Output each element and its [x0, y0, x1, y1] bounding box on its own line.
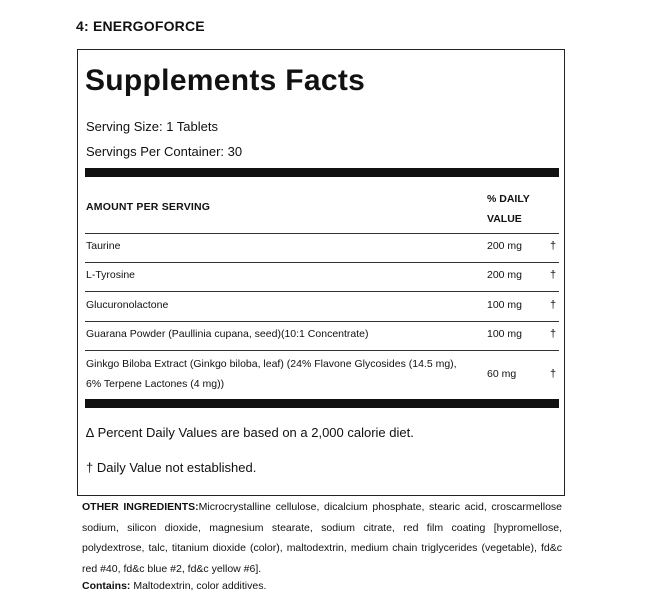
ingredient-dv: † — [550, 299, 557, 311]
contains-label: Contains: — [82, 580, 131, 592]
supplement-facts-panel — [77, 49, 565, 496]
ingredient-amount: 100 mg — [487, 299, 523, 311]
row-divider — [85, 321, 559, 322]
header-amount-per-serving: AMOUNT PER SERVING — [86, 201, 211, 213]
servings-per-container: Servings Per Container: 30 — [86, 144, 243, 159]
product-heading: 4: ENERGOFORCE — [76, 18, 205, 34]
ingredient-amount: 100 mg — [487, 328, 523, 340]
header-dv-line1: % DAILY — [487, 193, 530, 205]
footnote-dagger: † Daily Value not established. — [86, 460, 257, 475]
row-divider — [85, 350, 559, 351]
row-divider — [85, 233, 559, 234]
ingredient-name: Guarana Powder (Paullinia cupana, seed)(10:1 Concentrate) — [86, 328, 369, 340]
thick-divider-top — [85, 168, 559, 177]
ingredient-dv: † — [550, 328, 557, 340]
panel-title: Supplements Facts — [85, 64, 366, 97]
ingredient-amount: 200 mg — [487, 269, 523, 281]
row-divider — [85, 291, 559, 292]
ingredient-name: Ginkgo Biloba Extract (Ginkgo biloba, leaf) (24% Flavone Glycosides (14.5 mg), 6% Terpene Lactones (4 mg)) — [86, 358, 457, 390]
row-divider — [85, 262, 559, 263]
ingredient-dv: † — [550, 269, 557, 281]
header-dv-line2: VALUE — [487, 213, 522, 225]
other-ingredients-label: OTHER INGREDIENTS: — [82, 501, 199, 513]
ingredient-amount: 200 mg — [487, 240, 523, 252]
thick-divider-bottom — [85, 399, 559, 408]
ingredient-dv: † — [550, 240, 557, 252]
footnote-percent-daily: ∆ Percent Daily Values are based on a 2,000 calorie diet. — [86, 425, 414, 440]
ingredient-name: L-Tyrosine — [86, 269, 136, 281]
contains-text: Maltodextrin, color additives. — [130, 580, 267, 592]
serving-size: Serving Size: 1 Tablets — [86, 119, 218, 134]
ingredient-amount: 60 mg — [487, 368, 517, 380]
other-ingredients — [82, 497, 562, 579]
ingredient-name: Taurine — [86, 240, 121, 252]
contains-statement — [82, 580, 266, 592]
other-ingredients-text: Microcrystalline cellulose, dicalcium phosphate, stearic acid, croscarmellose sodium, silicon dioxide, magnesium stearate, sodium citrate, red film coating [hypromellose, polydextrose, talc, titanium dioxide (color), maltodextrin, medium chain triglycerides (vegetable), fd&c red #40, fd&c blue #2, fd&c yellow #6]. — [82, 501, 562, 575]
ingredient-dv: † — [550, 368, 557, 380]
header-daily-value — [487, 189, 547, 229]
ingredient-name: Glucuronolactone — [86, 299, 169, 311]
